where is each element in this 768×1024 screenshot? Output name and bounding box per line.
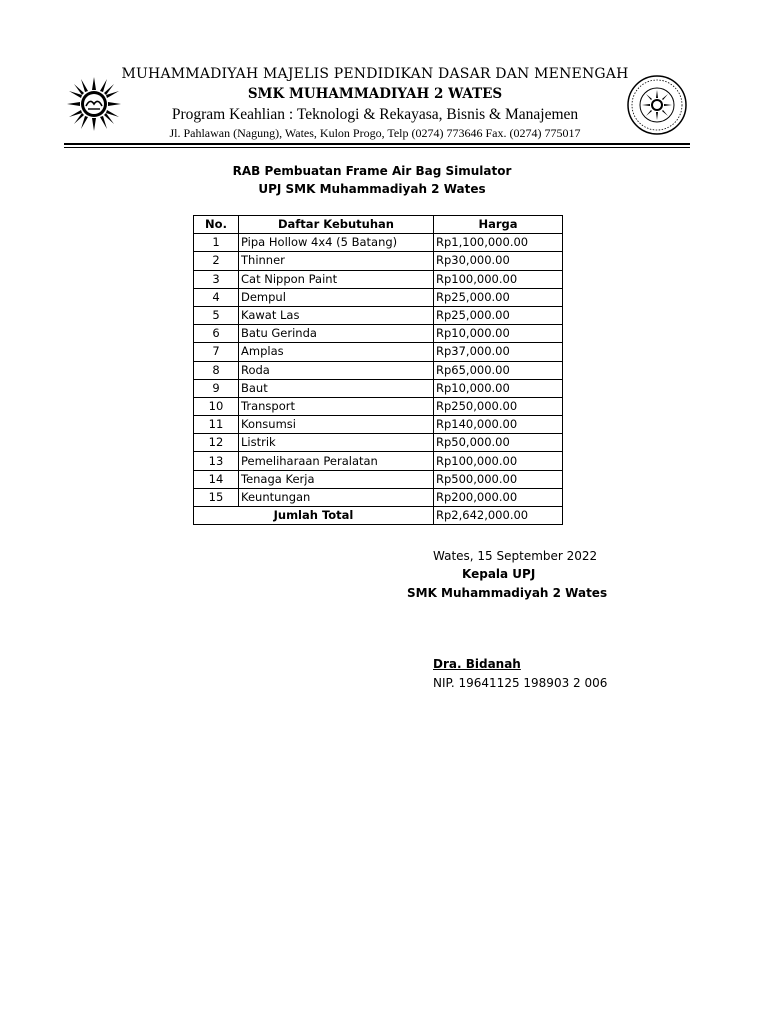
row-no: 11 (194, 416, 239, 434)
row-price: Rp30,000.00 (434, 252, 563, 270)
row-item: Cat Nippon Paint (239, 270, 434, 288)
row-no: 1 (194, 234, 239, 252)
table-row (194, 361, 563, 379)
row-price: Rp200,000.00 (434, 488, 563, 506)
row-no: 8 (194, 361, 239, 379)
row-item: Transport (239, 397, 434, 415)
row-item: Thinner (239, 252, 434, 270)
letterhead-rule-thin (64, 147, 690, 148)
total-label: Jumlah Total (194, 507, 434, 525)
row-no: 12 (194, 434, 239, 452)
table-row (194, 270, 563, 288)
row-item: Konsumsi (239, 416, 434, 434)
row-price: Rp140,000.00 (434, 416, 563, 434)
row-price: Rp250,000.00 (434, 397, 563, 415)
row-item: Amplas (239, 343, 434, 361)
row-price: Rp50,000.00 (434, 434, 563, 452)
table-row (194, 488, 563, 506)
row-no: 4 (194, 288, 239, 306)
document-subtitle: UPJ SMK Muhammadiyah 2 Wates (258, 182, 486, 196)
header-no: No. (194, 216, 239, 234)
table-row (194, 252, 563, 270)
row-no: 3 (194, 270, 239, 288)
program-line: Program Keahlian : Teknologi & Rekayasa, Bisnis & Manajemen (171, 106, 579, 123)
document-title: RAB Pembuatan Frame Air Bag Simulator (232, 164, 512, 178)
letterhead (60, 62, 690, 144)
row-no: 2 (194, 252, 239, 270)
total-value: Rp2,642,000.00 (434, 507, 563, 525)
row-price: Rp1,100,000.00 (434, 234, 563, 252)
row-no: 7 (194, 343, 239, 361)
address-line: Jl. Pahlawan (Nagung), Wates, Kulon Progo, Telp (0274) 773646 Fax. (0274) 775017 (169, 126, 581, 140)
school-seal-icon (626, 74, 688, 136)
row-no: 6 (194, 325, 239, 343)
row-no: 5 (194, 306, 239, 324)
row-no: 14 (194, 470, 239, 488)
signature-role: Kepala UPJ (462, 567, 536, 581)
table-row (194, 325, 563, 343)
signatory-name: Dra. Bidanah (433, 657, 521, 671)
row-item: Pipa Hollow 4x4 (5 Batang) (239, 234, 434, 252)
row-item: Tenaga Kerja (239, 470, 434, 488)
row-item: Keuntungan (239, 488, 434, 506)
table-header-row (194, 216, 563, 234)
row-item: Batu Gerinda (239, 325, 434, 343)
table-row (194, 434, 563, 452)
row-price: Rp500,000.00 (434, 470, 563, 488)
row-item: Baut (239, 379, 434, 397)
row-price: Rp25,000.00 (434, 306, 563, 324)
table-row (194, 397, 563, 415)
row-price: Rp10,000.00 (434, 325, 563, 343)
header-item: Daftar Kebutuhan (239, 216, 434, 234)
school-name: SMK MUHAMMADIYAH 2 WATES (247, 86, 503, 102)
row-price: Rp37,000.00 (434, 343, 563, 361)
table-row (194, 343, 563, 361)
row-no: 10 (194, 397, 239, 415)
header-price: Harga (434, 216, 563, 234)
signatory-nip: NIP. 19641125 198903 2 006 (433, 676, 608, 690)
row-price: Rp100,000.00 (434, 270, 563, 288)
organization-name: MUHAMMADIYAH MAJELIS PENDIDIKAN DASAR DAN MENENGAH (121, 66, 629, 82)
budget-table (193, 215, 563, 525)
signature-organization: SMK Muhammadiyah 2 Wates (407, 586, 608, 600)
row-no: 9 (194, 379, 239, 397)
row-item: Pemeliharaan Peralatan (239, 452, 434, 470)
row-price: Rp100,000.00 (434, 452, 563, 470)
table-row (194, 234, 563, 252)
row-price: Rp25,000.00 (434, 288, 563, 306)
letterhead-rule-thick (64, 143, 690, 145)
table-row (194, 470, 563, 488)
signature-date: Wates, 15 September 2022 (433, 549, 598, 563)
table-row (194, 288, 563, 306)
row-price: Rp65,000.00 (434, 361, 563, 379)
row-item: Kawat Las (239, 306, 434, 324)
row-item: Listrik (239, 434, 434, 452)
row-price: Rp10,000.00 (434, 379, 563, 397)
row-no: 13 (194, 452, 239, 470)
row-item: Roda (239, 361, 434, 379)
table-row (194, 452, 563, 470)
table-row (194, 416, 563, 434)
table-row (194, 379, 563, 397)
table-row (194, 306, 563, 324)
total-row (194, 507, 563, 525)
row-item: Dempul (239, 288, 434, 306)
row-no: 15 (194, 488, 239, 506)
